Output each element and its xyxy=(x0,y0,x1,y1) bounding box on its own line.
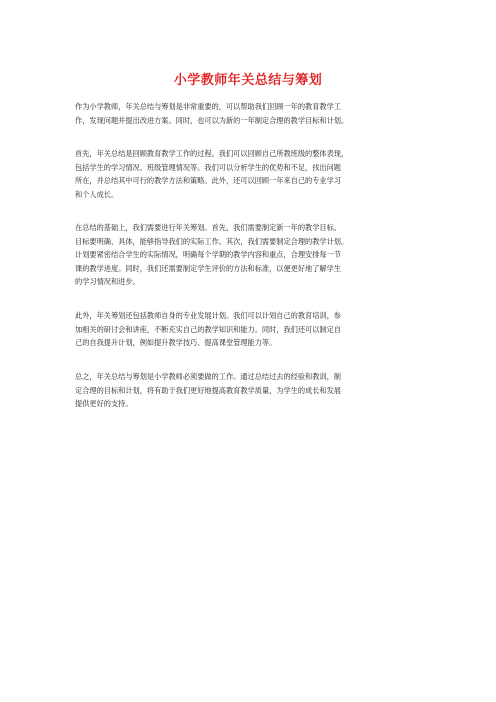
paragraph-conclusion xyxy=(75,370,425,411)
paragraph-line: 此外，年关筹划还包括教师自身的专业发展计划。我们可以计划自己的教育培训，参 xyxy=(75,311,341,320)
paragraph-line: 作，发现问题并提出改进方案。同时，也可以为新的一年制定合理的教学目标和计划。 xyxy=(75,115,349,125)
paragraph-review xyxy=(75,147,425,201)
document-title: 小学教师年关总结与筹划 xyxy=(173,73,323,88)
paragraph-line: 的学习情况和进步。 xyxy=(75,277,140,286)
paragraph-line: 提供更好的支持。 xyxy=(75,399,133,408)
paragraph-line: 计划要紧密结合学生的实际情况，明确每个学期的教学内容和重点，合理安排每一节 xyxy=(75,250,341,259)
paragraph-line: 定合理的目标和计划，将有助于我们更好地提高教育教学质量，为学生的成长和发展 xyxy=(75,385,341,395)
paragraph-line: 目标要明确、具体，能够指导我们的实际工作。其次，我们需要制定合理的教学计划。 xyxy=(75,236,349,246)
paragraph-line: 作为小学教师，年关总结与筹划是非常重要的，可以帮助我们回顾一年的教育教学工 xyxy=(75,102,341,111)
paragraph-line: 己的自我提升计划，例如提升教学技巧、提高课堂管理能力等。 xyxy=(75,338,277,347)
paragraph-line: 总之，年关总结与筹划是小学教师必须要做的工作。通过总结过去的经验和教训，制 xyxy=(75,372,341,381)
paragraph-line: 包括学生的学习情况、班级管理情况等。我们可以分析学生的优势和不足，找出问题 xyxy=(75,162,341,172)
paragraph-line: 在总结的基础上，我们需要进行年关筹划。首先，我们需要制定新一年的教学目标。 xyxy=(75,223,341,232)
paragraph-line: 所在，并总结其中可行的教学方法和策略。此外，还可以回顾一年来自己的专业学习 xyxy=(75,176,341,185)
paragraph-line: 课的教学进度。同时，我们还需要制定学生评价的方法和标准，以便更好地了解学生 xyxy=(75,263,341,273)
paragraph-line: 和个人成长。 xyxy=(75,189,119,199)
paragraph-development xyxy=(75,309,425,350)
paragraph-intro xyxy=(75,100,425,127)
paragraph-line: 加相关的研讨会和讲座，不断充实自己的教学知识和能力。同时，我们还可以制定自 xyxy=(75,324,341,334)
paragraph-line: 首先，年关总结是回顾教育教学工作的过程。我们可以回顾自己所教班级的整体表现， xyxy=(75,149,349,158)
paragraph-planning xyxy=(75,221,425,289)
